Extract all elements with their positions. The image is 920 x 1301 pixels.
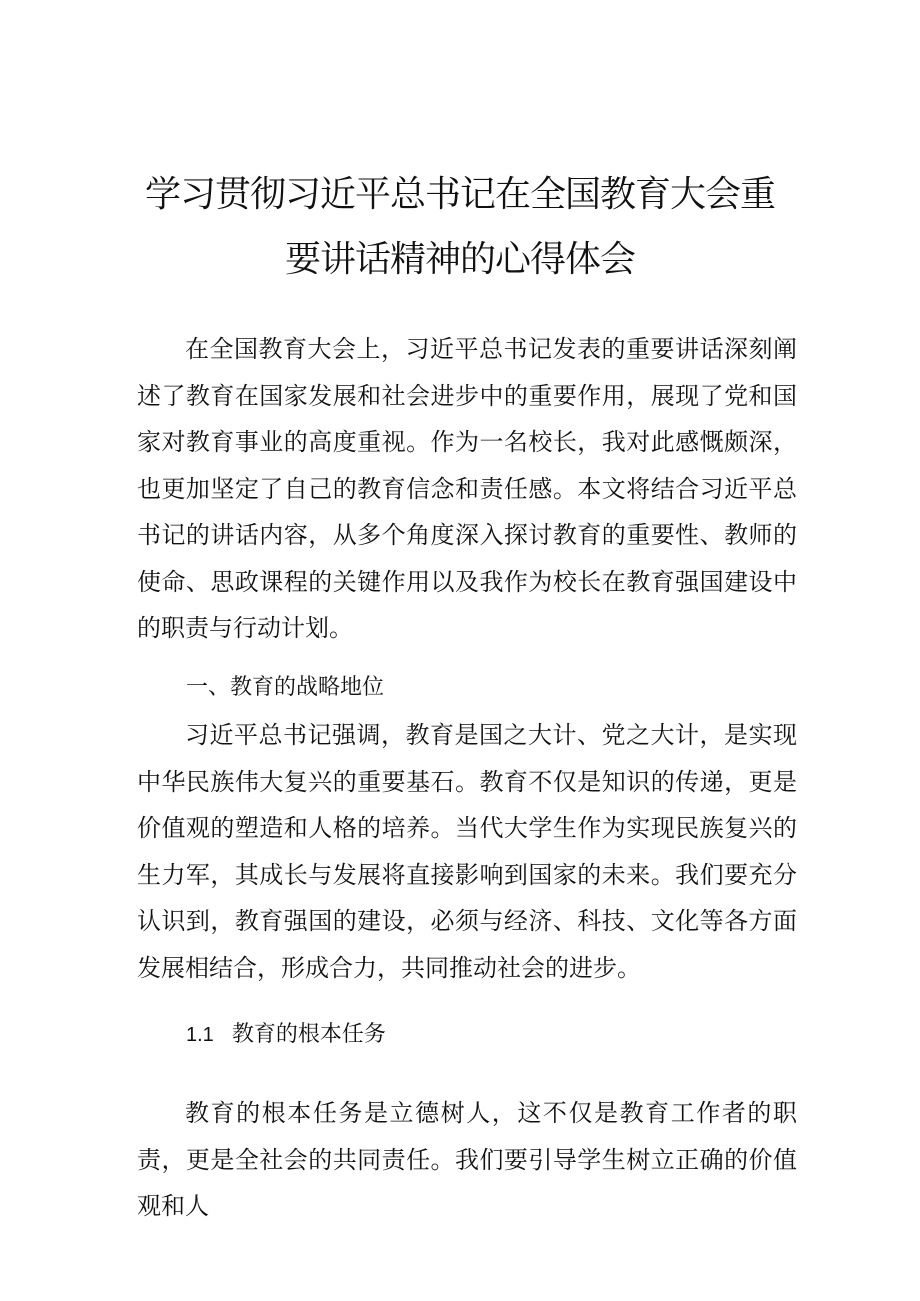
section-1-paragraph: 习近平总书记强调，教育是国之大计、党之大计，是实现中华民族伟大复兴的重要基石。教育不仅是知识的传递，更是价值观的塑造和人格的培养。当代大学生作为实现民族复兴的生力军，其成长与发展将直接影响到国家的未来。我们要充分认识到，教育强国的建设，必须与经济、科技、文化等各方面发展相结合，形成合力，共同推动社会的进步。 [137, 721, 797, 982]
subsection-number: 1.1 [186, 1024, 214, 1046]
subsection-heading-1-1 [186, 1020, 386, 1050]
document-title-line-1: 学习贯彻习近平总书记在全国教育大会重 [144, 174, 775, 215]
intro-paragraph: 在全国教育大会上，习近平总书记发表的重要讲话深刻阐述了教育在国家发展和社会进步中的重要作用，展现了党和国家对教育事业的高度重视。作为一名校长，我对此感慨颇深，也更加坚定了自己的教育信念和责任感。本文将结合习近平总书记的讲话内容，从多个角度深入探讨教育的重要性、教师的使命、思政课程的关键作用以及我作为校长在教育强国建设中的职责与行动计划。 [137, 335, 797, 642]
subsection-title: 教育的根本任务 [231, 1022, 386, 1047]
section-heading-1: 一、教育的战略地位 [186, 675, 385, 700]
subsection-1-1-paragraph: 教育的根本任务是立德树人，这不仅是教育工作者的职责，更是全社会的共同责任。我们要引导学生树立正确的价值观和人 [137, 1099, 797, 1220]
document-title-line-2: 要讲话精神的心得体会 [284, 239, 635, 280]
